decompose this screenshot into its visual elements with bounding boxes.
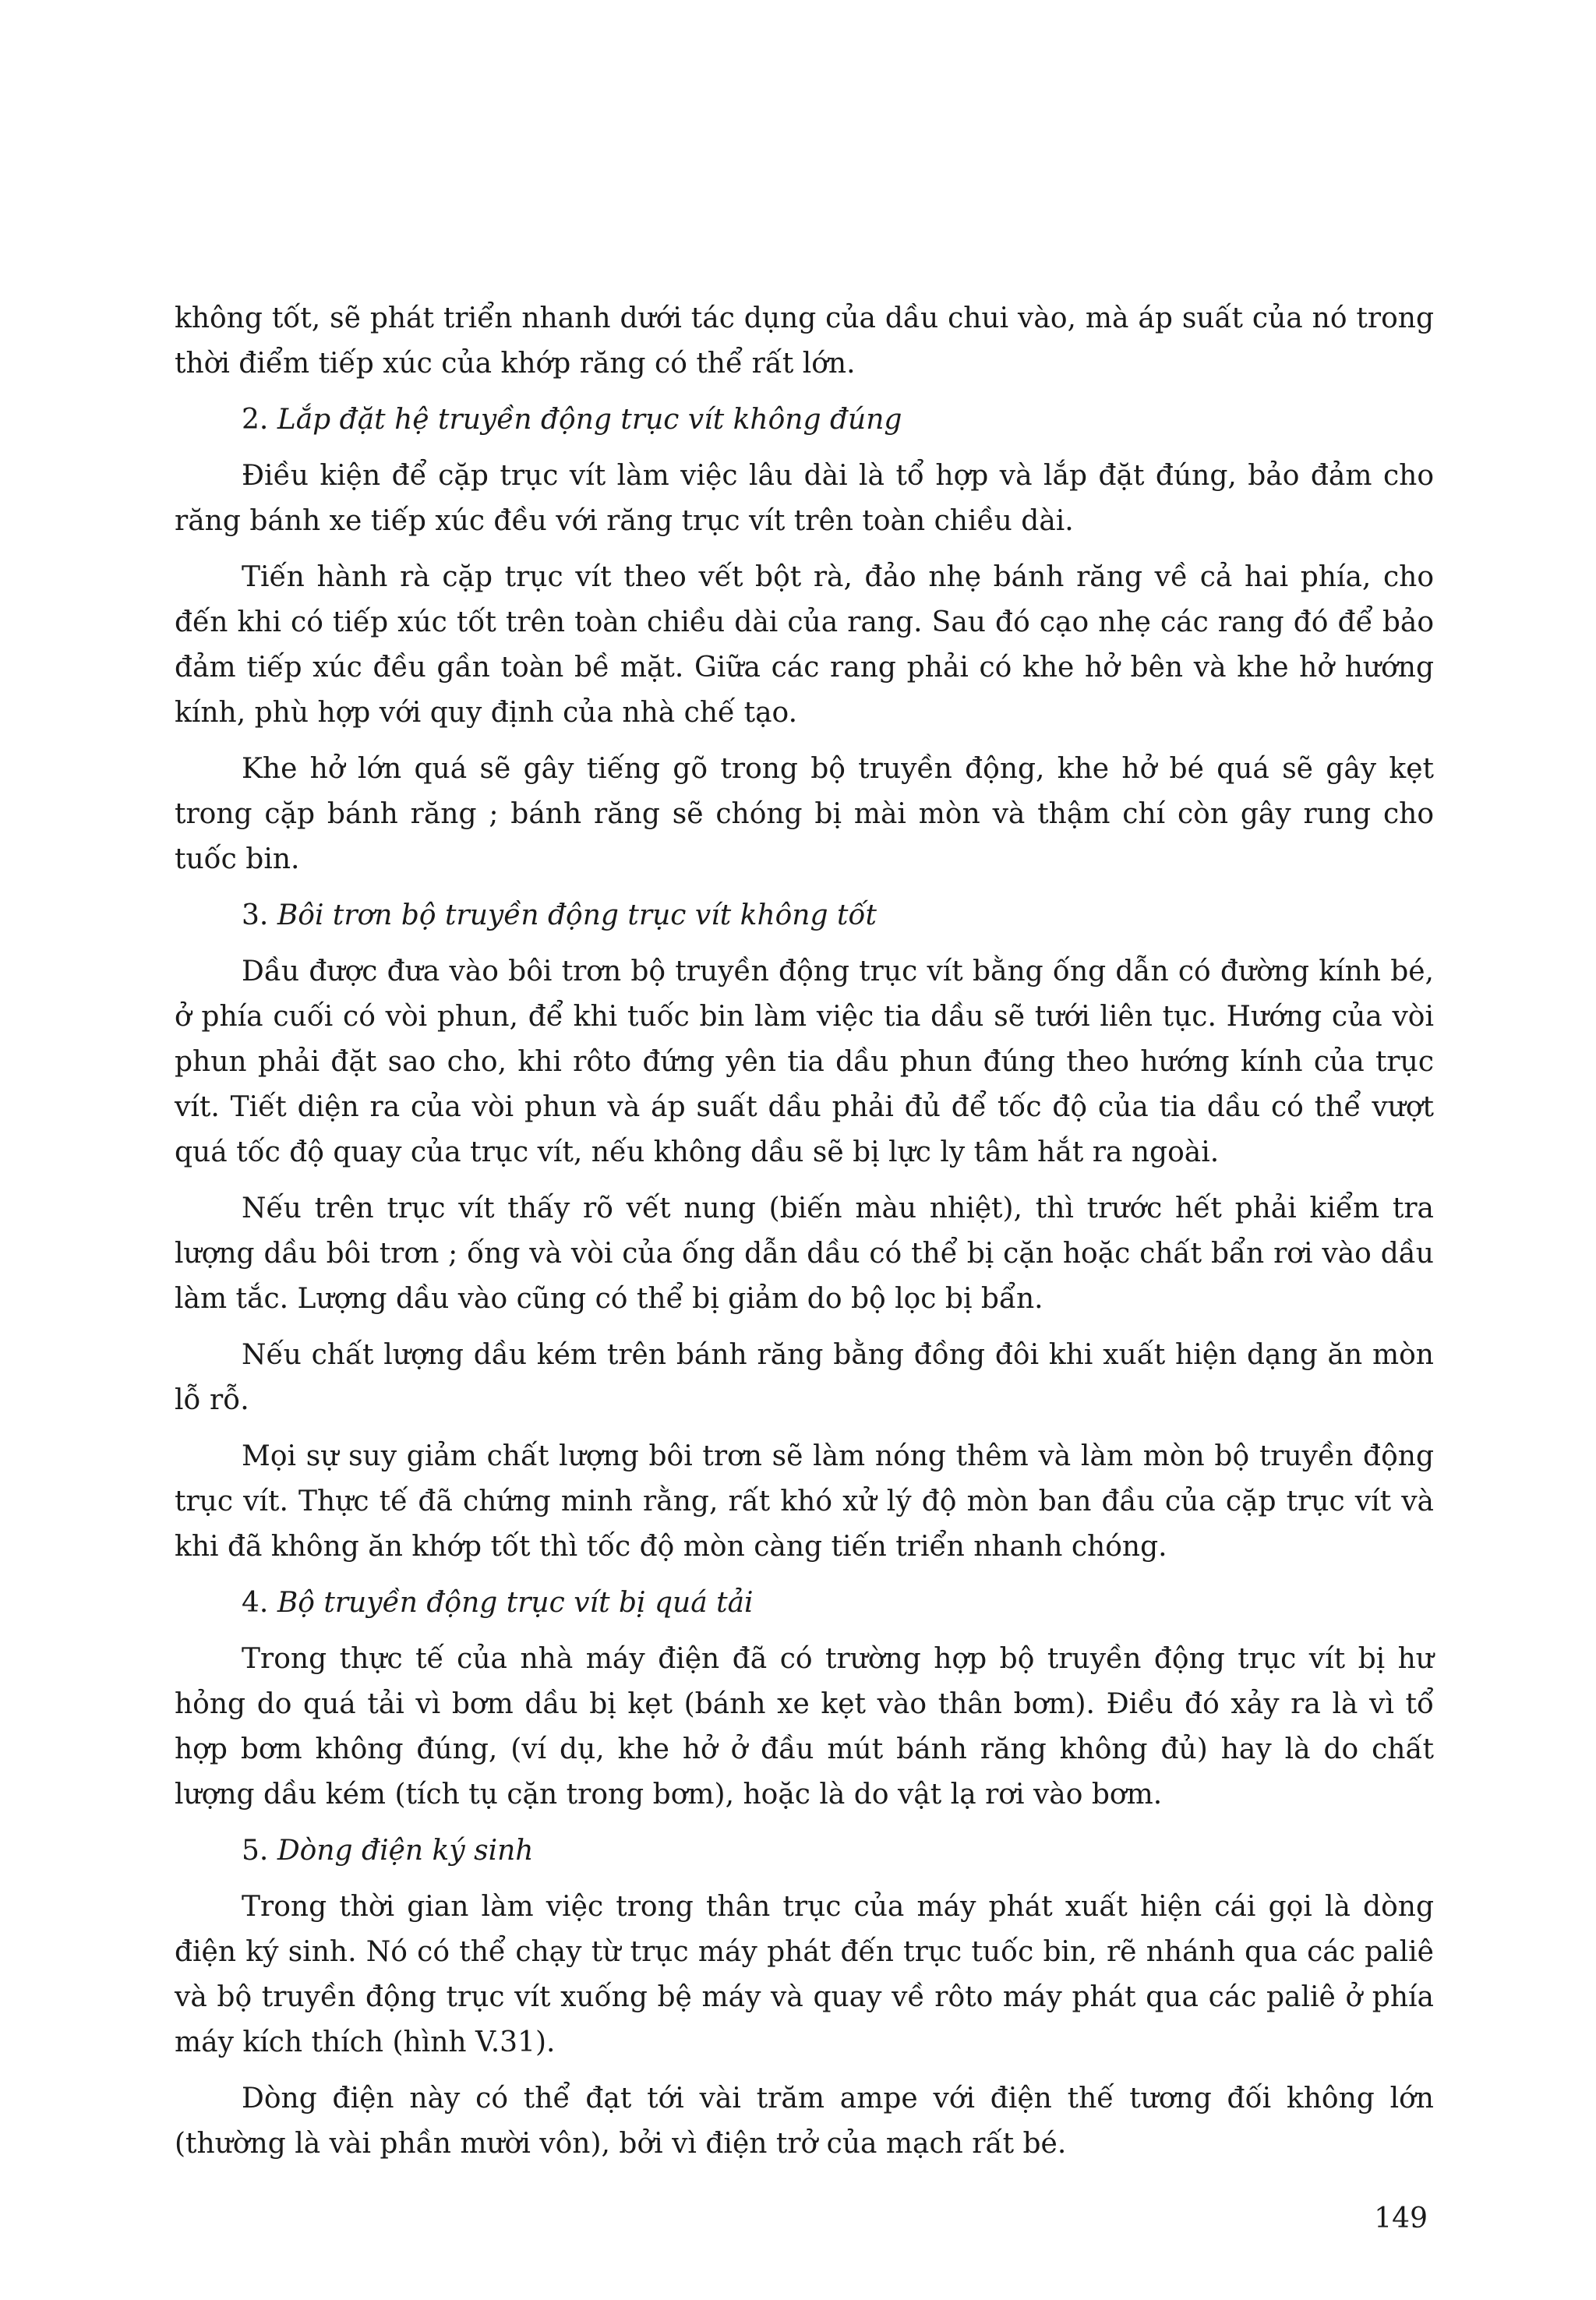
paragraph: Điều kiện để cặp trục vít làm việc lâu dài là tổ hợp và lắp đặt đúng, bảo đảm cho răng bánh xe tiếp xúc đều với răng trục vít trên toàn chiều dài. [175,460,1434,537]
section-title: Lắp đặt hệ truyền động trục vít không đúng [277,404,902,436]
section-title: Dòng điện ký sinh [277,1835,534,1867]
section-heading [175,893,1434,938]
paragraph: Nếu chất lượng dầu kém trên bánh răng bằng đồng đôi khi xuất hiện dạng ăn mòn lỗ rỗ. [175,1339,1434,1416]
section-title: Bôi trơn bộ truyền động trục vít không tốt [277,899,877,931]
page-number: 149 [1374,2203,1428,2235]
paragraph: không tốt, sẽ phát triển nhanh dưới tác dụng của dầu chui vào, mà áp suất của nó trong thời điểm tiếp xúc của khớp răng có thể rất lớn. [175,302,1434,380]
section-title: Bộ truyền động trục vít bị quá tải [277,1587,754,1619]
paragraph: Khe hở lớn quá sẽ gây tiếng gõ trong bộ truyền động, khe hở bé quá sẽ gây kẹt trong cặp bánh răng ; bánh răng sẽ chóng bị mài mòn và thậm chí còn gây rung cho tuốc bin. [175,753,1434,875]
section-heading [175,1828,1434,1874]
paragraph: Dầu được đưa vào bôi trơn bộ truyền động trục vít bằng ống dẫn có đường kính bé, ở phía cuối có vòi phun, để khi tuốc bin làm việc tia dầu sẽ tưới liên tục. Hướng của vòi phun phải đặt sao cho, khi rôto đứng yên tia dầu phun đúng theo hướng kính của trục vít. Tiết diện ra của vòi phun và áp suất dầu phải đủ để tốc độ của tia dầu có thể vượt quá tốc độ quay của trục vít, nếu không dầu sẽ bị lực ly tâm hắt ra ngoài. [175,956,1434,1168]
paragraph: Trong thực tế của nhà máy điện đã có trường hợp bộ truyền động trục vít bị hư hỏng do quá tải vì bơm dầu bị kẹt (bánh xe kẹt vào thân bơm). Điều đó xảy ra là vì tổ hợp bơm không đúng, (ví dụ, khe hở ở đầu mút bánh răng không đủ) hay là do chất lượng dầu kém (tích tụ cặn trong bơm), hoặc là do vật lạ rơi vào bơm. [175,1643,1434,1811]
paragraph: Tiến hành rà cặp trục vít theo vết bột rà, đảo nhẹ bánh răng về cả hai phía, cho đến khi có tiếp xúc tốt trên toàn chiều dài của rang. Sau đó cạo nhẹ các rang đó để bảo đảm tiếp xúc đều gần toàn bề mặt. Giữa các rang phải có khe hở bên và khe hở hướng kính, phù hợp với quy định của nhà chế tạo. [175,561,1434,729]
paragraph: Dòng điện này có thể đạt tới vài trăm ampe với điện thế tương đối không lớn (thường là vài phần mười vôn), bởi vì điện trở của mạch rất bé. [175,2083,1434,2160]
section-number: 3. [242,899,269,931]
paragraph: Nếu trên trục vít thấy rõ vết nung (biến màu nhiệt), thì trước hết phải kiểm tra lượng dầu bôi trơn ; ống và vòi của ống dẫn dầu có thể bị cặn hoặc chất bẩn rơi vào dầu làm tắc. Lượng dầu vào cũng có thể bị giảm do bộ lọc bị bẩn. [175,1192,1434,1315]
document-body [175,296,1434,2178]
section-number: 4. [242,1587,269,1619]
paragraph: Trong thời gian làm việc trong thân trục của máy phát xuất hiện cái gọi là dòng điện ký sinh. Nó có thể chạy từ trục máy phát đến trục tuốc bin, rẽ nhánh qua các paliê và bộ truyền động trục vít xuống bệ máy và quay về rôto máy phát qua các paliê ở phía máy kích thích (hình V.31). [175,1891,1434,2058]
paragraph: Mọi sự suy giảm chất lượng bôi trơn sẽ làm nóng thêm và làm mòn bộ truyền động trục vít. Thực tế đã chứng minh rằng, rất khó xử lý độ mòn ban đầu của cặp trục vít và khi đã không ăn khớp tốt thì tốc độ mòn càng tiến triển nhanh chóng. [175,1440,1434,1563]
section-number: 5. [242,1835,269,1867]
section-heading [175,397,1434,443]
section-number: 2. [242,404,269,436]
section-heading [175,1581,1434,1626]
